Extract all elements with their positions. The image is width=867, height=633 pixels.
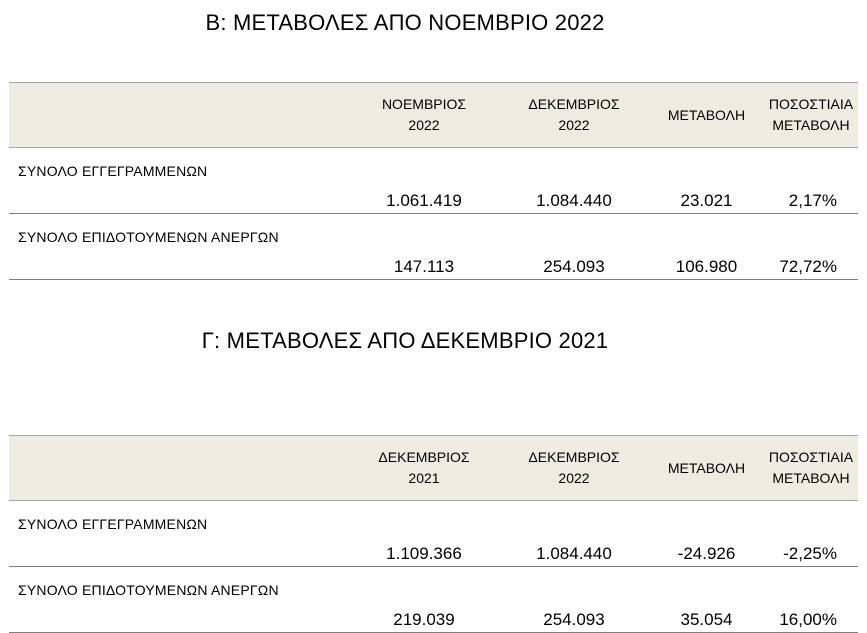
- section-b-table: [9, 82, 858, 280]
- cell-previous-value: 147.113: [349, 214, 499, 280]
- section-g-table: [9, 435, 858, 633]
- cell-current-value: 254.093: [499, 214, 649, 280]
- column-header-line: 2022: [408, 117, 440, 133]
- column-header-percent-change: [764, 436, 858, 501]
- header-empty-cell: [9, 436, 349, 501]
- column-header-current-month: [499, 436, 649, 501]
- column-header-line: 2021: [408, 470, 440, 486]
- cell-percent-change: -2,25%: [764, 501, 858, 567]
- column-header-previous-month: [349, 83, 499, 148]
- cell-change: 23.021: [649, 148, 764, 214]
- column-header-line: 2022: [558, 117, 590, 133]
- column-header-change: [649, 83, 764, 148]
- table-header-row: [9, 83, 858, 148]
- column-header-percent-change: [764, 83, 858, 148]
- cell-previous-value: 1.061.419: [349, 148, 499, 214]
- column-header-previous-month: [349, 436, 499, 501]
- column-header-line: ΜΕΤΑΒΟΛΗ: [772, 470, 850, 486]
- table-row-subsidized-unemployed: [9, 214, 858, 280]
- column-header-line: ΜΕΤΑΒΟΛΗ: [772, 117, 850, 133]
- column-header-line: ΝΟΕΜΒΡΙΟΣ: [381, 96, 467, 112]
- cell-change: 35.054: [649, 567, 764, 633]
- header-empty-cell: [9, 83, 349, 148]
- cell-change: 106.980: [649, 214, 764, 280]
- cell-current-value: 1.084.440: [499, 148, 649, 214]
- section-g-title: Γ: ΜΕΤΑΒΟΛΕΣ ΑΠΟ ΔΕΚΕΜΒΡΙΟ 2021: [201, 328, 609, 353]
- cell-percent-change: 2,17%: [764, 148, 858, 214]
- column-header-line: ΔΕΚΕΜΒΡΙΟΣ: [378, 449, 470, 465]
- table-header-row: [9, 436, 858, 501]
- column-header-line: ΔΕΚΕΜΒΡΙΟΣ: [528, 449, 620, 465]
- column-header-current-month: [499, 83, 649, 148]
- column-header-change: [649, 436, 764, 501]
- column-header-line: ΠΟΣΟΣΤΙΑΙΑ: [768, 96, 854, 112]
- column-header-line: ΔΕΚΕΜΒΡΙΟΣ: [528, 96, 620, 112]
- row-label: ΣΥΝΟΛΟ ΕΠΙΔΟΤΟΥΜΕΝΩΝ ΑΝΕΡΓΩΝ: [9, 567, 349, 633]
- row-label: ΣΥΝΟΛΟ ΕΓΓΕΓΡΑΜΜΕΝΩΝ: [9, 501, 349, 567]
- cell-percent-change: 72,72%: [764, 214, 858, 280]
- column-header-line: ΜΕΤΑΒΟΛΗ: [667, 106, 746, 123]
- column-header-line: ΠΟΣΟΣΤΙΑΙΑ: [768, 449, 854, 465]
- cell-current-value: 1.084.440: [499, 501, 649, 567]
- table-row-registered: [9, 501, 858, 567]
- table-row-subsidized-unemployed: [9, 567, 858, 633]
- row-label: ΣΥΝΟΛΟ ΕΠΙΔΟΤΟΥΜΕΝΩΝ ΑΝΕΡΓΩΝ: [9, 214, 349, 280]
- cell-previous-value: 219.039: [349, 567, 499, 633]
- column-header-line: 2022: [558, 470, 590, 486]
- cell-change: -24.926: [649, 501, 764, 567]
- cell-percent-change: 16,00%: [764, 567, 858, 633]
- cell-current-value: 254.093: [499, 567, 649, 633]
- row-label: ΣΥΝΟΛΟ ΕΓΓΕΓΡΑΜΜΕΝΩΝ: [9, 148, 349, 214]
- column-header-line: ΜΕΤΑΒΟΛΗ: [667, 459, 746, 476]
- table-row-registered: [9, 148, 858, 214]
- cell-previous-value: 1.109.366: [349, 501, 499, 567]
- section-b-title: Β: ΜΕΤΑΒΟΛΕΣ ΑΠΟ ΝΟΕΜΒΡΙΟ 2022: [205, 10, 605, 35]
